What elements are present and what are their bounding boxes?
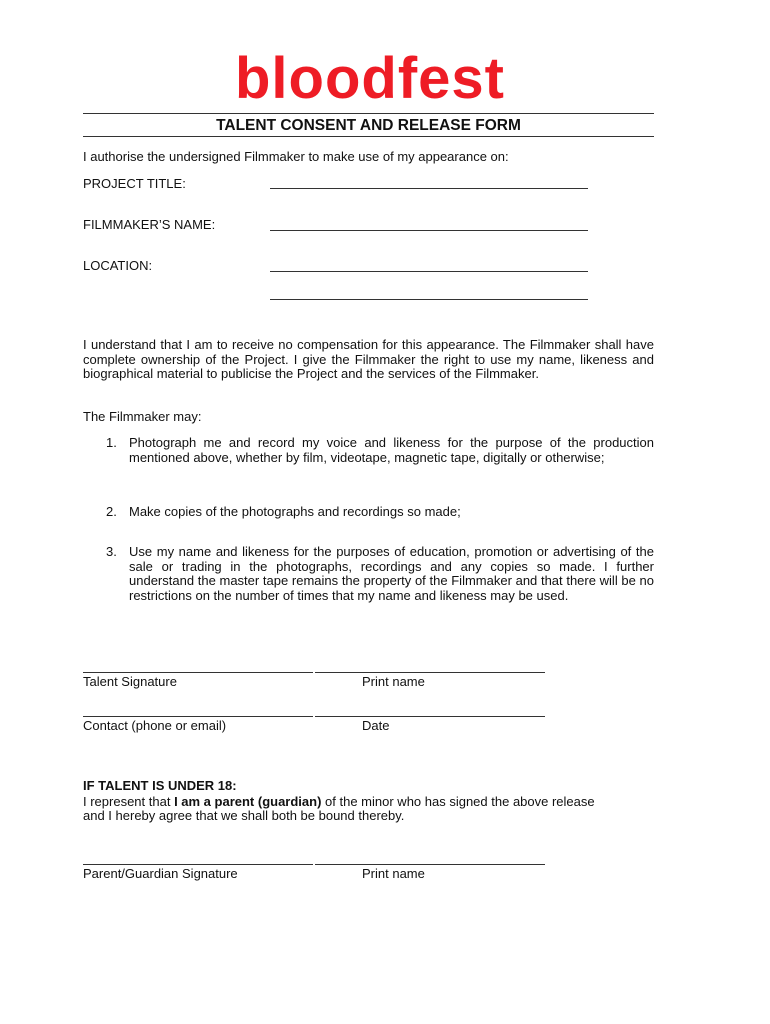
project-title-label: PROJECT TITLE: (83, 176, 186, 191)
list-number: 2. (106, 504, 117, 519)
list-number: 1. (106, 435, 117, 450)
location-label: LOCATION: (83, 258, 153, 273)
date-line[interactable] (315, 716, 545, 717)
guardian-statement-bold: I am a parent (guardian) (174, 794, 322, 809)
guardian-statement (83, 794, 654, 809)
guardian-print-name-line[interactable] (315, 864, 545, 865)
intro-text: I authorise the undersigned Filmmaker to make use of my appearance on: (83, 149, 509, 164)
bloodfest-logo: bloodfest (235, 46, 505, 111)
contact-line[interactable] (83, 716, 313, 717)
title-bottom-rule (83, 136, 654, 137)
print-name-label: Print name (362, 674, 425, 689)
title-top-rule (83, 113, 654, 114)
talent-signature-label: Talent Signature (83, 674, 177, 689)
date-label: Date (362, 718, 390, 733)
location-field[interactable] (270, 271, 588, 272)
guardian-statement-end: of the minor who has signed the above release (321, 794, 595, 809)
guardian-print-name-label: Print name (362, 866, 425, 881)
filmmaker-name-label: FILMMAKER’S NAME: (83, 217, 216, 232)
list-number: 3. (106, 544, 117, 559)
list-item-copies: Make copies of the photographs and recordings so made; (129, 504, 461, 519)
form-title: TALENT CONSENT AND RELEASE FORM (216, 117, 521, 134)
list-item-use-name: Use my name and likeness for the purposes of education, promotion or advertising of the sale or trading in the photographs, recordings and any copies so made. I further understand the master tape remains the property of the Filmmaker and that there will be no restrictions on the number of times that my name and likeness may be used. (129, 544, 654, 603)
list-item-photograph: Photograph me and record my voice and likeness for the purpose of the production mentioned above, whether by film, videotape, magnetic tape, digitally or otherwise; (129, 435, 654, 465)
compensation-paragraph: I understand that I am to receive no compensation for this appearance. The Filmmaker shall have complete ownership of the Project. I give the Filmmaker the right to use my name, likeness and biographical material to publicise the Project and the services of the Filmmaker. (83, 337, 654, 382)
project-title-field[interactable] (270, 188, 588, 189)
guardian-statement-start: I represent that (83, 794, 175, 809)
guardian-statement-line-2: and I hereby agree that we shall both be bound thereby. (83, 808, 405, 823)
filmmaker-name-field[interactable] (270, 230, 588, 231)
contact-label: Contact (phone or email) (83, 718, 227, 733)
guardian-signature-line[interactable] (83, 864, 313, 865)
under-18-heading: IF TALENT IS UNDER 18: (83, 778, 237, 793)
print-name-line[interactable] (315, 672, 545, 673)
location-field-line-2[interactable] (270, 299, 588, 300)
filmmaker-may-text: The Filmmaker may: (83, 409, 202, 424)
guardian-signature-label: Parent/Guardian Signature (83, 866, 238, 881)
talent-signature-line[interactable] (83, 672, 313, 673)
